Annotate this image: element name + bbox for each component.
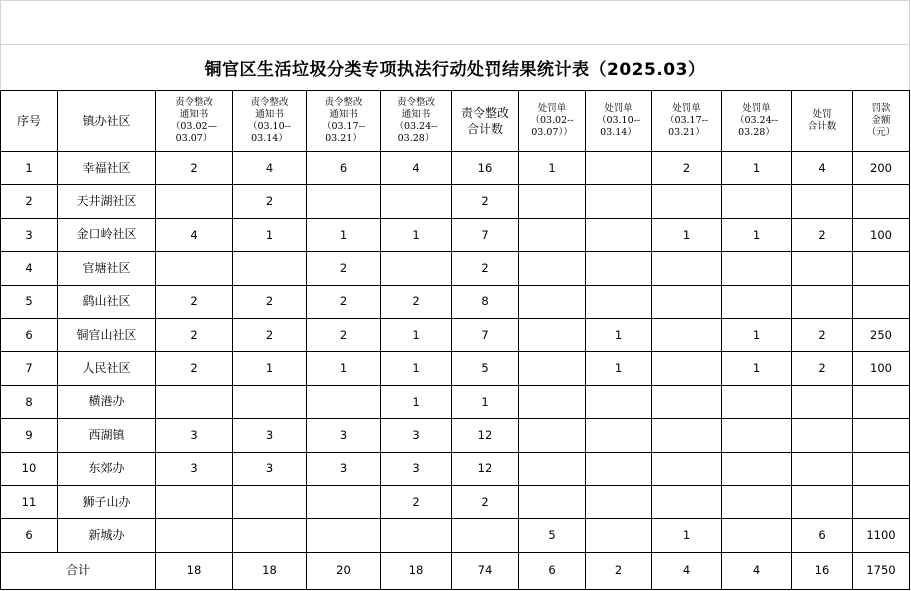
total-notice-w3: 20 bbox=[307, 552, 381, 589]
total-penalty-total: 16 bbox=[792, 552, 853, 589]
cell-notice-w4: 1 bbox=[381, 385, 452, 418]
cell-seq: 6 bbox=[1, 318, 58, 351]
cell-seq: 9 bbox=[1, 419, 58, 452]
cell-penalty-w3 bbox=[652, 285, 722, 318]
cell-fine bbox=[853, 285, 910, 318]
cell-notice-w4: 1 bbox=[381, 318, 452, 351]
cell-notice-w3: 1 bbox=[307, 352, 381, 385]
cell-notice-w4: 1 bbox=[381, 352, 452, 385]
cell-penalty-w3 bbox=[652, 419, 722, 452]
cell-penalty-total bbox=[792, 452, 853, 485]
cell-notice-w3: 1 bbox=[307, 218, 381, 251]
total-fine: 1750 bbox=[853, 552, 910, 589]
cell-notice-w2: 2 bbox=[233, 285, 307, 318]
cell-fine bbox=[853, 419, 910, 452]
table-row bbox=[1, 218, 910, 251]
header-penalty-week3: 处罚单 （03.17-- 03.21） bbox=[652, 91, 722, 152]
cell-notice-w1: 4 bbox=[156, 218, 233, 251]
total-notice-w1: 18 bbox=[156, 552, 233, 589]
cell-notice-w1: 2 bbox=[156, 352, 233, 385]
cell-penalty-w4: 1 bbox=[722, 152, 792, 185]
cell-penalty-w2 bbox=[586, 519, 652, 552]
cell-penalty-total: 2 bbox=[792, 318, 853, 351]
cell-seq: 8 bbox=[1, 385, 58, 418]
cell-district: 人民社区 bbox=[58, 352, 156, 385]
cell-notice-total: 12 bbox=[452, 452, 519, 485]
cell-notice-w2: 2 bbox=[233, 318, 307, 351]
cell-notice-w3 bbox=[307, 385, 381, 418]
cell-notice-w2 bbox=[233, 519, 307, 552]
cell-notice-total: 2 bbox=[452, 485, 519, 518]
table-header bbox=[1, 91, 910, 152]
header-notice-week1: 责令整改 通知书 （03.02— 03.07） bbox=[156, 91, 233, 152]
cell-penalty-w2: 1 bbox=[586, 352, 652, 385]
cell-notice-w1: 3 bbox=[156, 419, 233, 452]
cell-penalty-w2 bbox=[586, 252, 652, 285]
cell-notice-w2 bbox=[233, 252, 307, 285]
cell-penalty-w3 bbox=[652, 485, 722, 518]
total-notice-w4: 18 bbox=[381, 552, 452, 589]
header-fine-amount: 罚款 金额 （元） bbox=[853, 91, 910, 152]
cell-penalty-w3 bbox=[652, 452, 722, 485]
cell-penalty-w4: 1 bbox=[722, 318, 792, 351]
table-row bbox=[1, 152, 910, 185]
cell-notice-total: 2 bbox=[452, 185, 519, 218]
cell-penalty-w2 bbox=[586, 419, 652, 452]
cell-penalty-w4 bbox=[722, 419, 792, 452]
cell-penalty-w2: 1 bbox=[586, 318, 652, 351]
cell-penalty-w3 bbox=[652, 185, 722, 218]
cell-penalty-w1 bbox=[519, 252, 586, 285]
cell-notice-w4: 3 bbox=[381, 452, 452, 485]
cell-fine: 100 bbox=[853, 218, 910, 251]
cell-penalty-w2 bbox=[586, 452, 652, 485]
header-seq: 序号 bbox=[1, 91, 58, 152]
cell-notice-w1 bbox=[156, 185, 233, 218]
cell-fine bbox=[853, 185, 910, 218]
table-row bbox=[1, 485, 910, 518]
cell-notice-w3 bbox=[307, 519, 381, 552]
cell-notice-w3: 2 bbox=[307, 252, 381, 285]
cell-district: 官塘社区 bbox=[58, 252, 156, 285]
total-penalty-w2: 2 bbox=[586, 552, 652, 589]
cell-fine: 100 bbox=[853, 352, 910, 385]
cell-penalty-w1 bbox=[519, 452, 586, 485]
cell-notice-w1 bbox=[156, 252, 233, 285]
cell-penalty-w1 bbox=[519, 218, 586, 251]
cell-notice-w2: 3 bbox=[233, 419, 307, 452]
total-notice-w2: 18 bbox=[233, 552, 307, 589]
cell-notice-total: 7 bbox=[452, 218, 519, 251]
cell-fine: 1100 bbox=[853, 519, 910, 552]
cell-penalty-w4: 1 bbox=[722, 218, 792, 251]
cell-penalty-w3 bbox=[652, 318, 722, 351]
cell-notice-total: 7 bbox=[452, 318, 519, 351]
cell-notice-w1: 2 bbox=[156, 152, 233, 185]
sheet-title: 铜官区生活垃圾分类专项执法行动处罚结果统计表（2025.03） bbox=[204, 60, 706, 80]
cell-penalty-w1 bbox=[519, 485, 586, 518]
cell-notice-w4 bbox=[381, 185, 452, 218]
cell-notice-w3: 2 bbox=[307, 318, 381, 351]
table-row bbox=[1, 519, 910, 552]
cell-penalty-w1 bbox=[519, 385, 586, 418]
table-row bbox=[1, 385, 910, 418]
cell-notice-w4 bbox=[381, 252, 452, 285]
cell-district: 天井湖社区 bbox=[58, 185, 156, 218]
header-penalty-week4: 处罚单 （03.24-- 03.28） bbox=[722, 91, 792, 152]
cell-notice-w4: 3 bbox=[381, 419, 452, 452]
cell-notice-w2 bbox=[233, 385, 307, 418]
table-row bbox=[1, 419, 910, 452]
cell-penalty-total: 6 bbox=[792, 519, 853, 552]
header-notice-total: 责令整改 合计数 bbox=[452, 91, 519, 152]
cell-district: 狮子山办 bbox=[58, 485, 156, 518]
cell-notice-w1 bbox=[156, 519, 233, 552]
cell-penalty-w3: 1 bbox=[652, 218, 722, 251]
cell-seq: 1 bbox=[1, 152, 58, 185]
cell-penalty-w4 bbox=[722, 285, 792, 318]
cell-notice-w2: 3 bbox=[233, 452, 307, 485]
cell-fine bbox=[853, 452, 910, 485]
cell-notice-total: 8 bbox=[452, 285, 519, 318]
cell-penalty-w4 bbox=[722, 452, 792, 485]
cell-penalty-w3 bbox=[652, 352, 722, 385]
cell-notice-w4: 4 bbox=[381, 152, 452, 185]
table-row bbox=[1, 252, 910, 285]
cell-notice-total: 2 bbox=[452, 252, 519, 285]
cell-penalty-w4 bbox=[722, 485, 792, 518]
cell-notice-total: 16 bbox=[452, 152, 519, 185]
cell-district: 金口岭社区 bbox=[58, 218, 156, 251]
cell-notice-w3 bbox=[307, 485, 381, 518]
cell-notice-w3: 3 bbox=[307, 452, 381, 485]
cell-seq: 10 bbox=[1, 452, 58, 485]
cell-penalty-w3 bbox=[652, 252, 722, 285]
cell-notice-w4: 2 bbox=[381, 485, 452, 518]
cell-seq: 11 bbox=[1, 485, 58, 518]
total-row bbox=[1, 552, 910, 589]
cell-seq: 6 bbox=[1, 519, 58, 552]
cell-notice-total bbox=[452, 519, 519, 552]
cell-penalty-w1: 5 bbox=[519, 519, 586, 552]
cell-notice-w1 bbox=[156, 385, 233, 418]
header-row bbox=[1, 91, 910, 152]
header-notice-week2: 责令整改 通知书 （03.10-- 03.14） bbox=[233, 91, 307, 152]
table-row bbox=[1, 352, 910, 385]
cell-notice-w1: 3 bbox=[156, 452, 233, 485]
cell-notice-w2: 4 bbox=[233, 152, 307, 185]
cell-notice-w1: 2 bbox=[156, 285, 233, 318]
cell-penalty-w3: 1 bbox=[652, 519, 722, 552]
cell-notice-w3: 2 bbox=[307, 285, 381, 318]
cell-notice-w3 bbox=[307, 185, 381, 218]
cell-penalty-w3: 2 bbox=[652, 152, 722, 185]
cell-penalty-w1 bbox=[519, 352, 586, 385]
cell-penalty-w1 bbox=[519, 285, 586, 318]
cell-penalty-total: 4 bbox=[792, 152, 853, 185]
cell-notice-w3: 3 bbox=[307, 419, 381, 452]
cell-seq: 7 bbox=[1, 352, 58, 385]
cell-penalty-w2 bbox=[586, 218, 652, 251]
cell-penalty-w2 bbox=[586, 185, 652, 218]
total-label: 合计 bbox=[1, 552, 156, 589]
cell-penalty-w4: 1 bbox=[722, 352, 792, 385]
cell-district: 幸福社区 bbox=[58, 152, 156, 185]
cell-seq: 4 bbox=[1, 252, 58, 285]
cell-notice-w1 bbox=[156, 485, 233, 518]
total-penalty-w1: 6 bbox=[519, 552, 586, 589]
header-notice-week3: 责令整改 通知书 （03.17-- 03.21） bbox=[307, 91, 381, 152]
cell-notice-w4 bbox=[381, 519, 452, 552]
header-penalty-week1: 处罚单 （03.02-- 03.07）） bbox=[519, 91, 586, 152]
header-penalty-total: 处罚 合计数 bbox=[792, 91, 853, 152]
cell-penalty-w2 bbox=[586, 385, 652, 418]
table-row bbox=[1, 452, 910, 485]
cell-district: 西湖镇 bbox=[58, 419, 156, 452]
cell-district: 新城办 bbox=[58, 519, 156, 552]
header-district: 镇办社区 bbox=[58, 91, 156, 152]
cell-penalty-total: 2 bbox=[792, 218, 853, 251]
cell-district: 鹞山社区 bbox=[58, 285, 156, 318]
cell-notice-total: 5 bbox=[452, 352, 519, 385]
cell-notice-w3: 6 bbox=[307, 152, 381, 185]
cell-penalty-w4 bbox=[722, 519, 792, 552]
cell-seq: 5 bbox=[1, 285, 58, 318]
cell-fine: 200 bbox=[853, 152, 910, 185]
header-notice-week4: 责令整改 通知书 （03.24-- 03.28） bbox=[381, 91, 452, 152]
cell-penalty-w4 bbox=[722, 252, 792, 285]
cell-notice-w4: 1 bbox=[381, 218, 452, 251]
cell-penalty-w4 bbox=[722, 185, 792, 218]
cell-penalty-w2 bbox=[586, 152, 652, 185]
cell-seq: 3 bbox=[1, 218, 58, 251]
cell-penalty-w2 bbox=[586, 285, 652, 318]
cell-notice-total: 1 bbox=[452, 385, 519, 418]
cell-penalty-total bbox=[792, 385, 853, 418]
table-row bbox=[1, 285, 910, 318]
cell-penalty-w1 bbox=[519, 318, 586, 351]
cell-notice-w2: 2 bbox=[233, 185, 307, 218]
cell-district: 横港办 bbox=[58, 385, 156, 418]
total-penalty-w3: 4 bbox=[652, 552, 722, 589]
cell-penalty-total bbox=[792, 252, 853, 285]
total-notice-total: 74 bbox=[452, 552, 519, 589]
cell-fine bbox=[853, 385, 910, 418]
cell-penalty-total bbox=[792, 485, 853, 518]
statistics-table bbox=[0, 90, 910, 590]
cell-penalty-w4 bbox=[722, 385, 792, 418]
cell-penalty-w3 bbox=[652, 385, 722, 418]
cell-penalty-total bbox=[792, 419, 853, 452]
table-row bbox=[1, 185, 910, 218]
cell-penalty-w2 bbox=[586, 485, 652, 518]
table-row bbox=[1, 318, 910, 351]
cell-district: 东郊办 bbox=[58, 452, 156, 485]
cell-notice-total: 12 bbox=[452, 419, 519, 452]
cell-notice-w2: 1 bbox=[233, 352, 307, 385]
cell-penalty-w1 bbox=[519, 419, 586, 452]
total-penalty-w4: 4 bbox=[722, 552, 792, 589]
cell-fine bbox=[853, 252, 910, 285]
title-row bbox=[0, 44, 910, 90]
table-body bbox=[1, 152, 910, 590]
cell-notice-w2: 1 bbox=[233, 218, 307, 251]
cell-fine bbox=[853, 485, 910, 518]
blank-header-row bbox=[0, 0, 910, 44]
cell-penalty-w1 bbox=[519, 185, 586, 218]
cell-penalty-w1: 1 bbox=[519, 152, 586, 185]
cell-penalty-total bbox=[792, 285, 853, 318]
cell-penalty-total bbox=[792, 185, 853, 218]
cell-notice-w4: 2 bbox=[381, 285, 452, 318]
cell-fine: 250 bbox=[853, 318, 910, 351]
cell-penalty-total: 2 bbox=[792, 352, 853, 385]
cell-district: 铜官山社区 bbox=[58, 318, 156, 351]
cell-notice-w2 bbox=[233, 485, 307, 518]
cell-notice-w1: 2 bbox=[156, 318, 233, 351]
header-penalty-week2: 处罚单 （03.10-- 03.14） bbox=[586, 91, 652, 152]
cell-seq: 2 bbox=[1, 185, 58, 218]
